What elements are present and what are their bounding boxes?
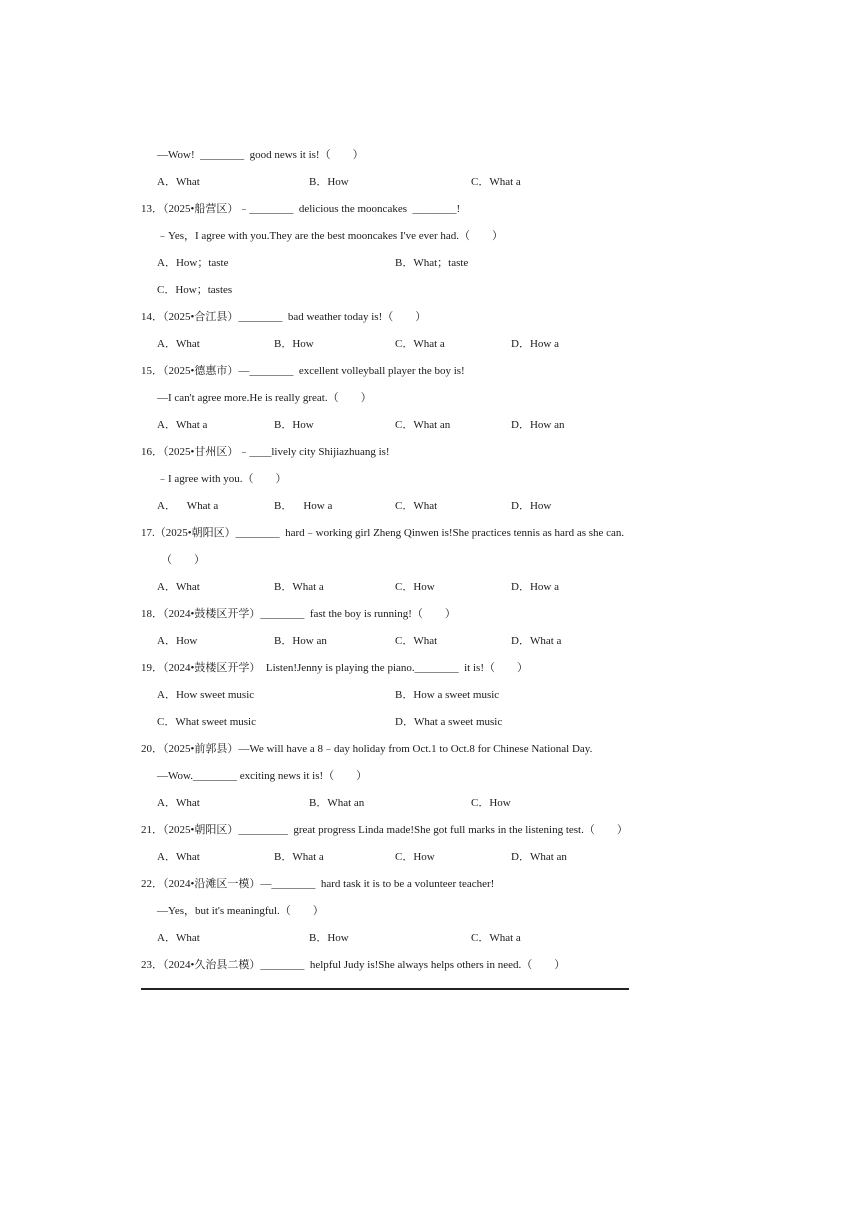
question-14: 14．（2025•合江县）________ bad weather today is!（ ） — [141, 311, 427, 323]
option-a: A．What — [157, 932, 200, 944]
option-d: D．What a sweet music — [395, 716, 503, 728]
option-c: C．What — [395, 500, 438, 512]
option-b: B．What a — [274, 581, 324, 593]
dialogue-line: —Wow! ________ good news it is!（ ） — [157, 149, 364, 161]
option-d: D．How a — [511, 338, 559, 350]
option-b: B． How a — [274, 500, 333, 512]
option-a: A． What a — [157, 500, 219, 512]
option-c: C．How — [395, 581, 435, 593]
option-d: D．What an — [511, 851, 567, 863]
option-b: B．How — [309, 932, 349, 944]
option-c: C．How — [395, 851, 435, 863]
option-b: B．How — [274, 419, 314, 431]
option-b: B．What a — [274, 851, 324, 863]
dialogue-line: —Yes，but it's meaningful.（ ） — [157, 905, 324, 917]
option-c: C．What sweet music — [157, 716, 256, 728]
question-13: 13．（2025•船营区）﹣________ delicious the mooncakes ________! — [141, 203, 461, 215]
option-b: B．How — [309, 176, 349, 188]
option-a: A．How sweet music — [157, 689, 255, 701]
footer-divider — [141, 988, 629, 990]
option-c: C．How — [471, 797, 511, 809]
question-17: 17.（2025•朝阳区）________ hard﹣working girl Zheng Qinwen is!She practices tennis as hard as she can. — [141, 527, 625, 539]
option-c: C．What a — [471, 932, 521, 944]
option-a: A．What a — [157, 419, 208, 431]
answer-bracket: （ ） — [161, 554, 205, 566]
question-18: 18．（2024•鼓楼区开学）________ fast the boy is running!（ ） — [141, 608, 456, 620]
question-21: 21．（2025•朝阳区）_________ great progress Linda made!She got full marks in the listening test.（ ） — [141, 824, 628, 836]
option-d: D．How an — [511, 419, 565, 431]
option-a: A．What — [157, 581, 200, 593]
question-19: 19．（2024•鼓楼区开学） Listen!Jenny is playing the piano.________ it is!（ ） — [141, 662, 528, 674]
option-a: A．What — [157, 797, 200, 809]
option-b: B．How — [274, 338, 314, 350]
option-c: C．What a — [471, 176, 521, 188]
option-a: A．What — [157, 176, 200, 188]
question-16: 16．（2025•甘州区）﹣____lively city Shijiazhuang is! — [141, 446, 390, 458]
option-c: C．What — [395, 635, 438, 647]
option-b: B．What an — [309, 797, 365, 809]
question-23: 23．（2024•久治县二模）________ helpful Judy is!She always helps others in need.（ ） — [141, 959, 566, 971]
question-22: 22．（2024•沿滩区一模）—________ hard task it is to be a volunteer teacher! — [141, 878, 495, 890]
option-b: B．What；taste — [395, 257, 469, 269]
option-c: C．How；tastes — [157, 284, 233, 296]
option-d: D．How a — [511, 581, 559, 593]
dialogue-line: —I can't agree more.He is really great.（ ） — [157, 392, 372, 404]
option-b: B．How a sweet music — [395, 689, 500, 701]
question-20: 20．（2025•前郭县）—We will have a 8﹣day holiday from Oct.1 to Oct.8 for Chinese National Day. — [141, 743, 593, 755]
option-a: A．How；taste — [157, 257, 229, 269]
dialogue-line: ﹣Yes，I agree with you.They are the best mooncakes I've ever had.（ ） — [157, 230, 504, 242]
option-a: A．What — [157, 338, 200, 350]
option-d: D．How — [511, 500, 552, 512]
dialogue-line: ﹣I agree with you.（ ） — [157, 473, 287, 485]
option-c: C．What an — [395, 419, 451, 431]
dialogue-line: —Wow.________ exciting news it is!（ ） — [157, 770, 368, 782]
question-15: 15．（2025•德惠市）—________ excellent volleyball player the boy is! — [141, 365, 465, 377]
option-b: B．How an — [274, 635, 327, 647]
option-a: A．How — [157, 635, 198, 647]
option-c: C．What a — [395, 338, 445, 350]
option-a: A．What — [157, 851, 200, 863]
option-d: D．What a — [511, 635, 562, 647]
